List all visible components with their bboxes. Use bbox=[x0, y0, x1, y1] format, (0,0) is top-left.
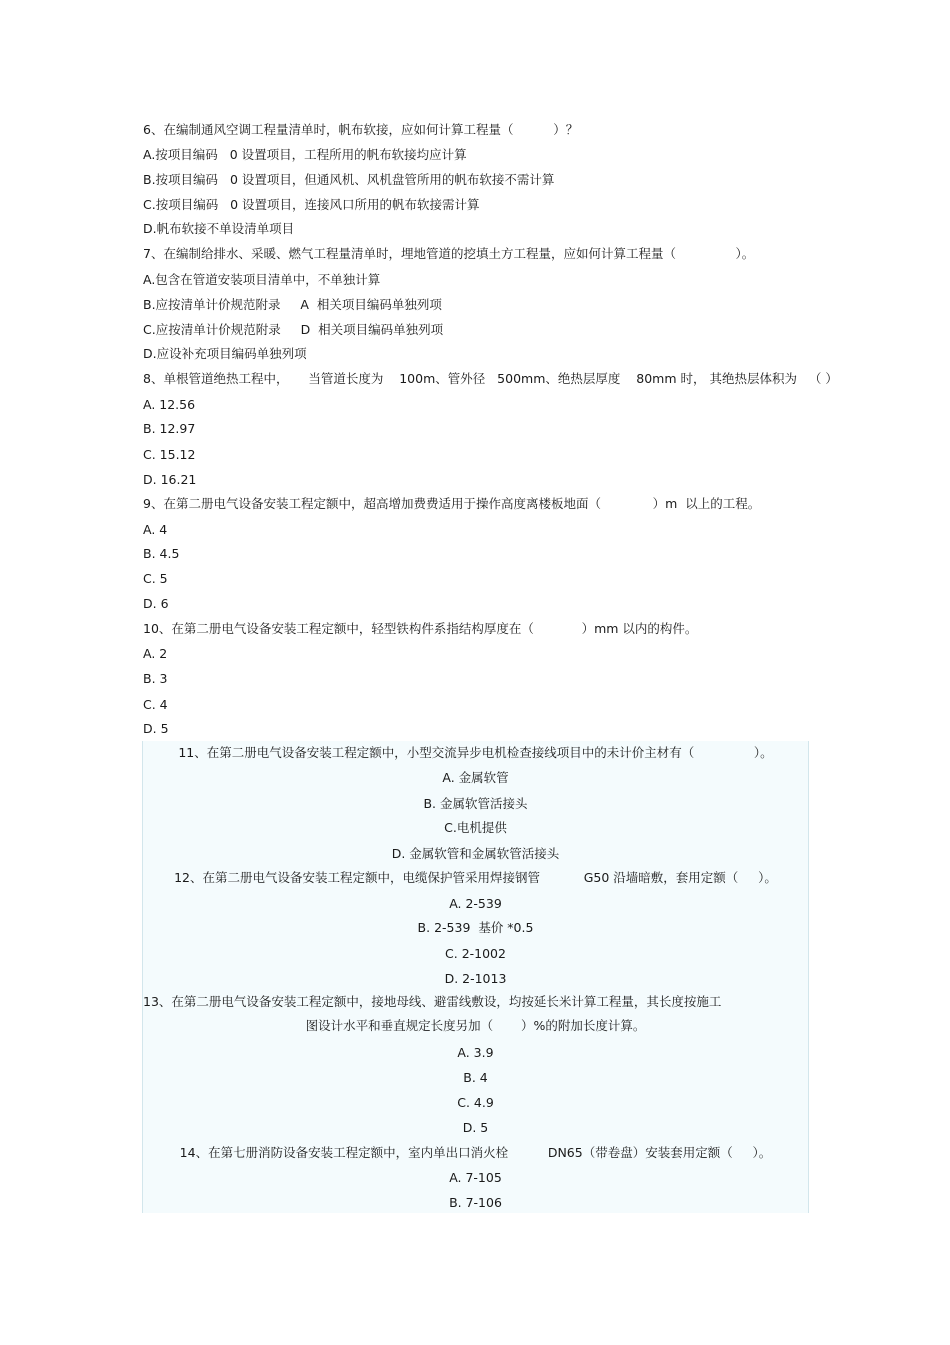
question-10-option-c: C. 4 bbox=[143, 697, 168, 712]
question-13-option-d: D. 5 bbox=[462, 1120, 489, 1135]
question-6-option-b: B.按项目编码 0 设置项目，但通风机、风机盘管所用的帆布软接不需计算 bbox=[143, 172, 555, 187]
question-13-option-c: C. 4.9 bbox=[457, 1095, 494, 1110]
question-12-stem: 12、在第二册电气设备安装工程定额中，电缆保护管采用焊接钢管 G50 沿墙暗敷，套用定额（ ）。 bbox=[174, 870, 777, 885]
question-8-option-a: A. 12.56 bbox=[143, 397, 196, 412]
question-9-option-c: C. 5 bbox=[143, 571, 168, 586]
question-8-stem: 8、单根管道绝热工程中， 当管道长度为 100m、管外径 500mm、绝热层厚度 80mm 时， 其绝热层体积为 （ ） bbox=[143, 371, 838, 386]
question-8-option-c: C. 15.12 bbox=[143, 447, 196, 462]
question-7-option-a: A.包含在管道安装项目清单中，不单独计算 bbox=[143, 272, 381, 287]
question-8-option-b: B. 12.97 bbox=[143, 421, 196, 436]
question-11-option-b: B. 金属软管活接头 bbox=[423, 796, 528, 811]
question-10-option-a: A. 2 bbox=[143, 646, 168, 661]
question-13-stem-continued: 图设计水平和垂直规定长度另加（ ）%的附加长度计算。 bbox=[305, 1018, 646, 1033]
question-14-option-b: B. 7-106 bbox=[449, 1195, 502, 1210]
question-14-stem: 14、在第七册消防设备安装工程定额中，室内单出口消火栓 DN65（带卷盘）安装套用定额（ ）。 bbox=[179, 1145, 772, 1160]
question-9-option-d: D. 6 bbox=[143, 596, 169, 611]
question-6-option-c: C.按项目编码 0 设置项目，连接风口所用的帆布软接需计算 bbox=[143, 197, 480, 212]
question-12-option-d: D. 2-1013 bbox=[444, 971, 507, 986]
question-12-option-c: C. 2-1002 bbox=[445, 946, 506, 961]
question-9-option-a: A. 4 bbox=[143, 522, 168, 537]
question-11-option-a: A. 金属软管 bbox=[442, 770, 509, 785]
question-6-stem: 6、在编制通风空调工程量清单时，帆布软接，应如何计算工程量（ ）？ bbox=[143, 122, 579, 137]
question-6-option-d: D.帆布软接不单设清单项目 bbox=[143, 221, 295, 236]
question-12-option-a: A. 2-539 bbox=[449, 896, 502, 911]
question-9-stem: 9、在第二册电气设备安装工程定额中，超高增加费费适用于操作高度离楼板地面（ ）m 以上的工程。 bbox=[143, 496, 761, 511]
question-7-option-c: C.应按清单计价规范附录 D 相关项目编码单独列项 bbox=[143, 322, 444, 337]
question-6-option-a: A.按项目编码 0 设置项目，工程所用的帆布软接均应计算 bbox=[143, 147, 467, 162]
question-13-option-a: A. 3.9 bbox=[457, 1045, 494, 1060]
question-13-stem: 13、在第二册电气设备安装工程定额中，接地母线、避雷线敷设，均按延长米计算工程量，其长度按施工 bbox=[143, 994, 722, 1009]
question-12-option-b: B. 2-539 基价 *0.5 bbox=[417, 920, 534, 935]
question-7-option-d: D.应设补充项目编码单独列项 bbox=[143, 346, 307, 361]
question-7-option-b: B.应按清单计价规范附录 A 相关项目编码单独列项 bbox=[143, 297, 442, 312]
question-9-option-b: B. 4.5 bbox=[143, 546, 180, 561]
question-10-option-b: B. 3 bbox=[143, 671, 168, 686]
question-8-option-d: D. 16.21 bbox=[143, 472, 197, 487]
question-13-option-b: B. 4 bbox=[463, 1070, 488, 1085]
question-11-option-d: D. 金属软管和金属软管活接头 bbox=[391, 846, 560, 861]
question-10-option-d: D. 5 bbox=[143, 721, 169, 736]
question-10-stem: 10、在第二册电气设备安装工程定额中，轻型铁构件系指结构厚度在（ ）mm 以内的构件。 bbox=[143, 621, 698, 636]
question-11-option-c: C.电机提供 bbox=[444, 820, 507, 835]
question-7-stem: 7、在编制给排水、采暖、燃气工程量清单时，埋地管道的挖填土方工程量，应如何计算工程量（ ）。 bbox=[143, 246, 755, 261]
question-11-stem: 11、在第二册电气设备安装工程定额中，小型交流异步电机检查接线项目中的未计价主材有（ ）。 bbox=[178, 745, 773, 760]
question-14-option-a: A. 7-105 bbox=[449, 1170, 502, 1185]
